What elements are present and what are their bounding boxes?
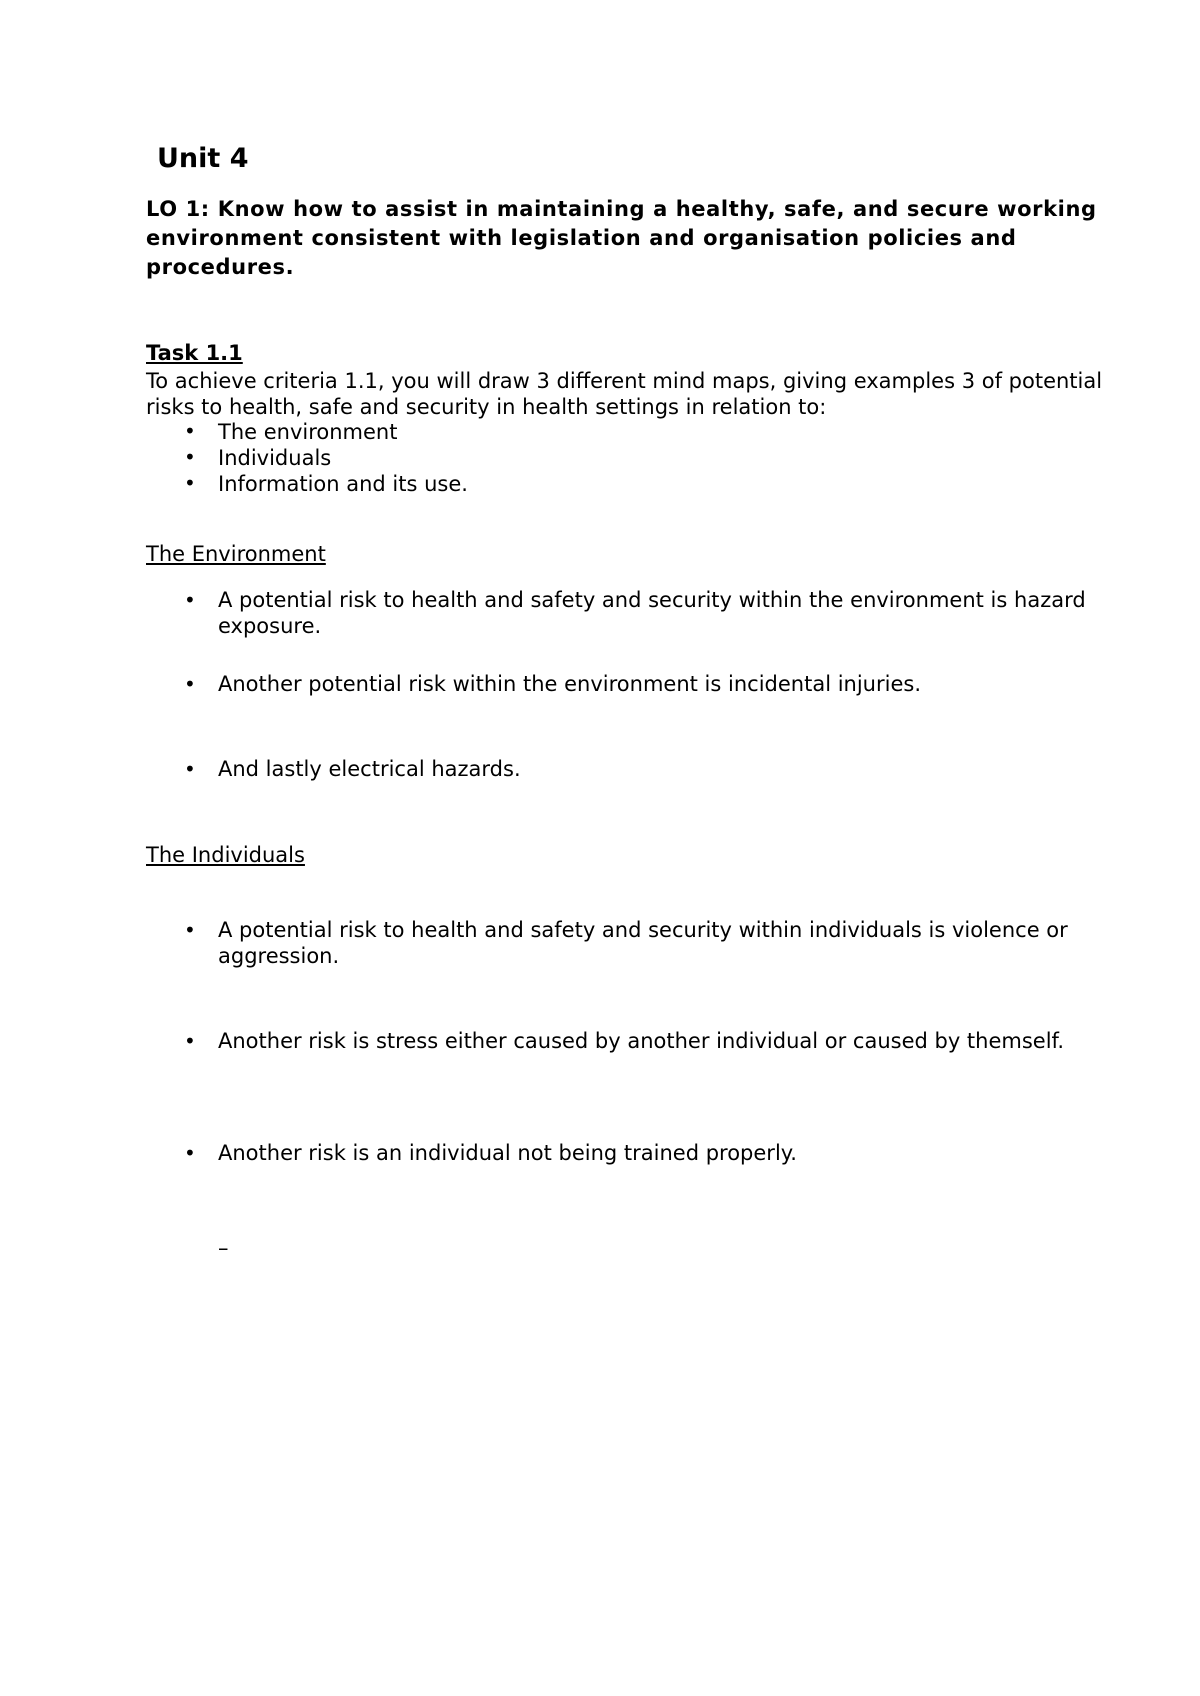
task-item-label: Individuals [218,446,332,470]
bullet-icon: • [184,757,196,781]
individuals-heading: The Individuals [146,843,305,867]
individuals-point: Another risk is an individual not being trained properly. [218,1141,797,1165]
trailing-dash: – [218,1236,229,1260]
document-title: Unit 4 [157,143,249,174]
bullet-icon: • [184,1029,196,1053]
environment-point: Another potential risk within the environment is incidental injuries. [218,672,921,696]
task-heading: Task 1.1 [146,341,243,365]
bullet-icon: • [184,471,196,495]
bullet-icon: • [184,1141,196,1165]
bullet-icon: • [184,445,196,469]
individuals-point: A potential risk to health and safety and security within individuals is violence or aggression. [218,918,1068,968]
learning-outcome-heading: LO 1: Know how to assist in maintaining a healthy, safe, and secure working environment consistent with legislation and organisation policies and procedures. [146,197,1097,279]
task-item-label: Information and its use. [218,472,468,496]
task-item-label: The environment [218,420,398,444]
environment-point: And lastly electrical hazards. [218,757,521,781]
environment-heading: The Environment [146,542,326,566]
individuals-point: Another risk is stress either caused by another individual or caused by themself. [218,1029,1065,1053]
bullet-icon: • [184,588,196,612]
bullet-icon: • [184,419,196,443]
task-intro: To achieve criteria 1.1, you will draw 3 different mind maps, giving examples 3 of potential risks to health, safe and security in health settings in relation to: [146,369,1103,419]
bullet-icon: • [184,672,196,696]
bullet-icon: • [184,918,196,942]
environment-point: A potential risk to health and safety and security within the environment is hazard exposure. [218,588,1086,638]
